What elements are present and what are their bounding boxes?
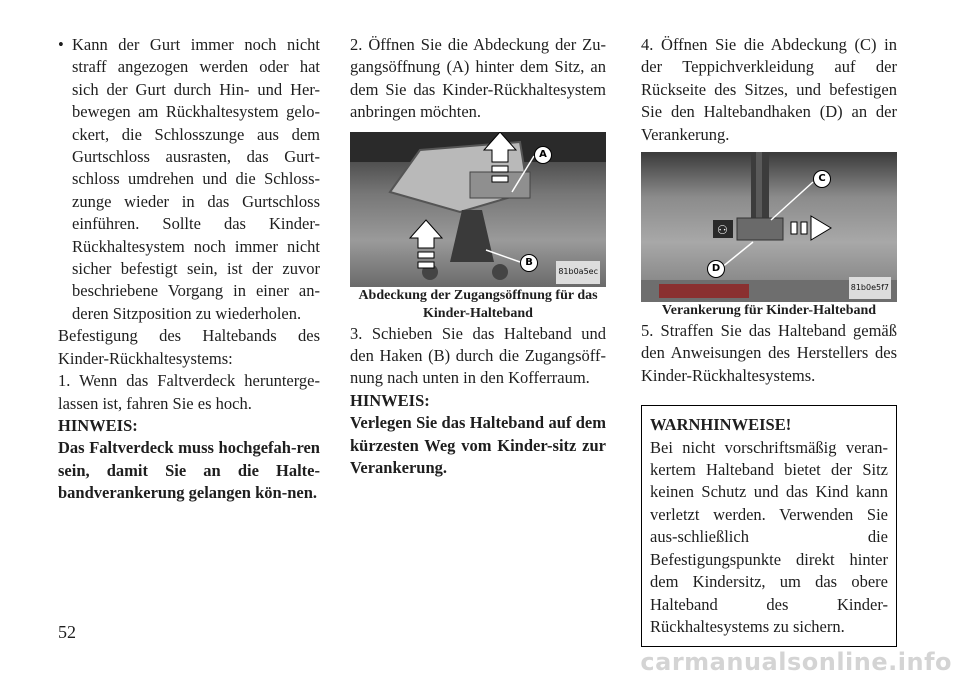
- figure-anchor: [641, 152, 897, 302]
- column-1: [58, 34, 320, 505]
- step-5: 5. Straffen Sie das Halteband gemäß den Anweisungen des Herstellers des Kinder-Rückhaltesystems.: [641, 321, 897, 385]
- warning-title: WARNHINWEISE!: [650, 415, 792, 435]
- column-2: [350, 34, 606, 479]
- note-text-1: Das Faltverdeck muss hochgefah-ren sein, damit Sie an die Halte-bandverankerung gelangen kön-nen.: [58, 438, 320, 503]
- bullet-dot-icon: •: [58, 35, 64, 54]
- figure-access-cover: [350, 132, 606, 287]
- step-4: 4. Öffnen Sie die Abdeckung (C) in der Teppichverkleidung auf der Rückseite des Sitzes, und befestigen Sie den Haltebandhaken (D) an der Verankerung.: [641, 35, 897, 144]
- column-3: [641, 34, 897, 647]
- callout-d: D: [707, 260, 725, 278]
- watermark: carmanualsonline.info: [640, 648, 952, 676]
- step-1: 1. Wenn das Faltverdeck herunterge-lassen ist, fahren Sie es hoch.: [58, 371, 320, 413]
- note-heading-2: HINWEIS:: [350, 390, 430, 410]
- note-text-2: Verlegen Sie das Halteband auf dem kürzesten Weg vom Kinder-sitz zur Verankerung.: [350, 413, 606, 478]
- callout-a: A: [534, 146, 552, 164]
- bullet-text: Kann der Gurt immer noch nicht straff angezogen werden oder hat sich der Gurt durch Hin- und Her-bewegen am Rückhaltesystem gelo-ckert, die Schlosszunge aus dem Gurtschloss ausrasten, das Gurt-schloss umdrehen und die Schloss-zunge wieder in das Gurtschloss einführen. Sollte das Kinder-Rückhaltesystem noch immer nicht sicher befestigt sein, ist der zuvor beschriebene Vorgang in einer an-deren Sitzposition zu wiederholen.: [72, 35, 320, 323]
- bullet-item: [58, 34, 320, 325]
- step-2: 2. Öffnen Sie die Abdeckung der Zu-gangsöffnung (A) hinter dem Sitz, an dem Sie das Kinder-Rückhaltesystem anbringen möchten.: [350, 35, 606, 122]
- warning-box: [641, 405, 897, 647]
- callout-b: B: [520, 254, 538, 272]
- svg-text:⚇: ⚇: [717, 223, 728, 238]
- figure-id: 81b0e5f7: [849, 277, 891, 299]
- figure-caption-2: Verankerung für Kinder-Halteband: [661, 303, 877, 319]
- warning-text: Bei nicht vorschriftsmäßig veran-kertem Halteband bietet der Sitz keinen Schutz und das Kind kann verletzt werden. Verwenden Sie aus-schließlich die Befestigungspunkte direkt hinter dem Kindersitz, um das obere Halteband des Kinder-Rückhaltesystems zu sichern.: [650, 437, 888, 636]
- figure-id: 81b0a5ec: [556, 261, 600, 283]
- note-heading-1: HINWEIS:: [58, 415, 138, 435]
- figure-caption-1: Abdeckung der Zugangsöffnung für das Kinder-Halteband: [358, 287, 598, 321]
- step-3: 3. Schieben Sie das Halteband und den Haken (B) durch die Zugangsöff-nung nach unten in den Kofferraum.: [350, 323, 606, 388]
- page-number: 52: [58, 622, 76, 642]
- tether-intro: Befestigung des Haltebands des Kinder-Rückhaltesystems:: [58, 326, 320, 368]
- callout-c: C: [813, 170, 831, 188]
